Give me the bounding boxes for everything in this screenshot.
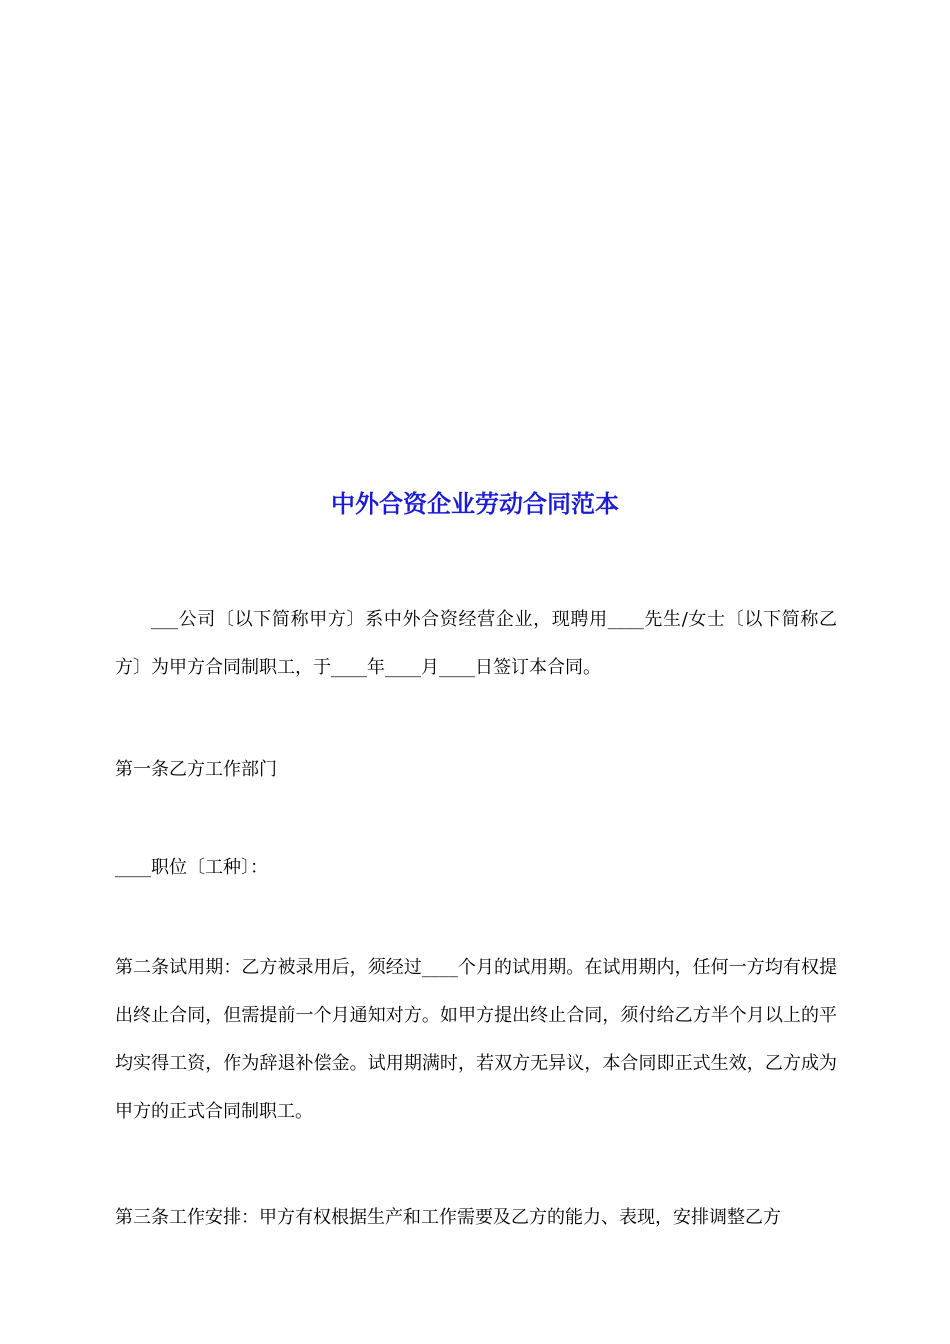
document-title: 中外合资企业劳动合同范本 [331,489,619,518]
intro-paragraph: ___公司〔以下简称甲方〕系中外合资经营企业，现聘用____先生/女士〔以下简称乙方〕为甲方合同制职工，于____年____月____日签订本合同。 [115,609,837,678]
article-3-paragraph: 第三条工作安排：甲方有权根据生产和工作需要及乙方的能力、表现，安排调整乙方 [115,1207,781,1228]
article-1-position: ____职位〔工种〕： [115,857,268,878]
article-1-heading: 第一条乙方工作部门 [115,759,277,780]
article-2-paragraph: 第二条试用期：乙方被录用后，须经过____个月的试用期。在试用期内，任何一方均有权提出终止合同，但需提前一个月通知对方。如甲方提出终止合同，须付给乙方半个月以上的平均实得工资，作为辞退补偿金。试用期满时，若双方无异议，本合同即正式生效，乙方成为甲方的正式合同制职工。 [115,957,837,1122]
